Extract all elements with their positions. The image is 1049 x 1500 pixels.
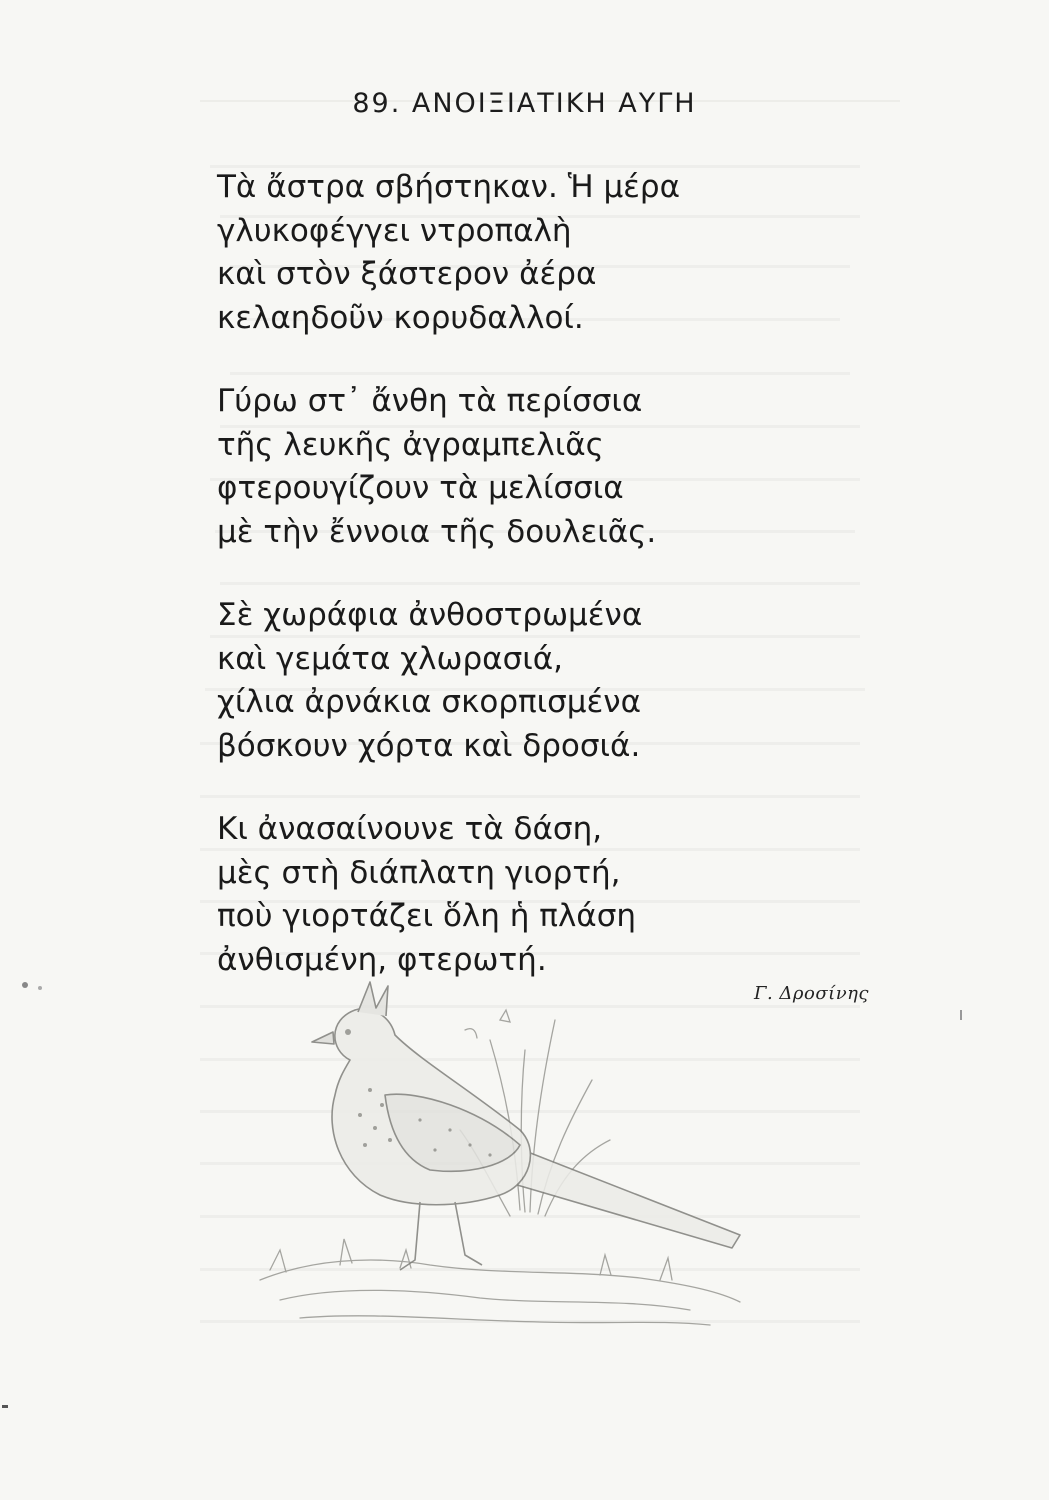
poem-line: μὲ τὴν ἔννοια τῆς δουλειᾶς.	[217, 513, 657, 550]
stanza	[217, 380, 777, 554]
poem-line: κελαηδοῦν κορυδαλλοί.	[217, 299, 584, 336]
poem-line: καὶ στὸν ξάστερον ἀέρα	[217, 256, 597, 292]
author-signature: Γ. Δροσίνης	[754, 983, 870, 1004]
poem-line: Κι ἀνασαίνουνε τὰ δάση,	[217, 811, 603, 847]
poem-line: τῆς λευκῆς ἀγραμπελιᾶς	[217, 426, 604, 463]
poem-line: χίλια ἀρνάκια σκορπισμένα	[217, 684, 642, 720]
poem-line: φτερουγίζουν τὰ μελίσσια	[217, 470, 624, 506]
poem-line: γλυκοφέγγει ντροπαλὴ	[217, 212, 572, 249]
stanza	[217, 808, 777, 982]
poem-line: καὶ γεμάτα χλωρασιά,	[217, 640, 564, 677]
stanza	[217, 594, 777, 768]
poem-line: Τὰ ἄστρα σβήστηκαν. Ἡ μέρα	[217, 169, 681, 205]
poem-line: βόσκουν χόρτα καὶ δροσιά.	[217, 727, 641, 764]
poem-line: μὲς στὴ διάπλατη γιορτή,	[217, 854, 621, 891]
poem-line: Σὲ χωράφια ἀνθοστρωμένα	[217, 597, 643, 633]
poem-line: ἀνθισμένη, φτερωτή.	[217, 941, 547, 978]
poem-line: ποὺ γιορτάζει ὅλη ἡ πλάση	[217, 898, 637, 934]
crested-lark-icon	[220, 980, 780, 1340]
stanza	[217, 166, 777, 340]
poem-title: 89. ΑΝΟΙΞΙΑΤΙΚΗ ΑΥΓΗ	[352, 88, 697, 119]
poem-body	[217, 166, 777, 1022]
poem-line: Γύρω στ᾿ ἄνθη τὰ περίσσια	[217, 383, 643, 419]
